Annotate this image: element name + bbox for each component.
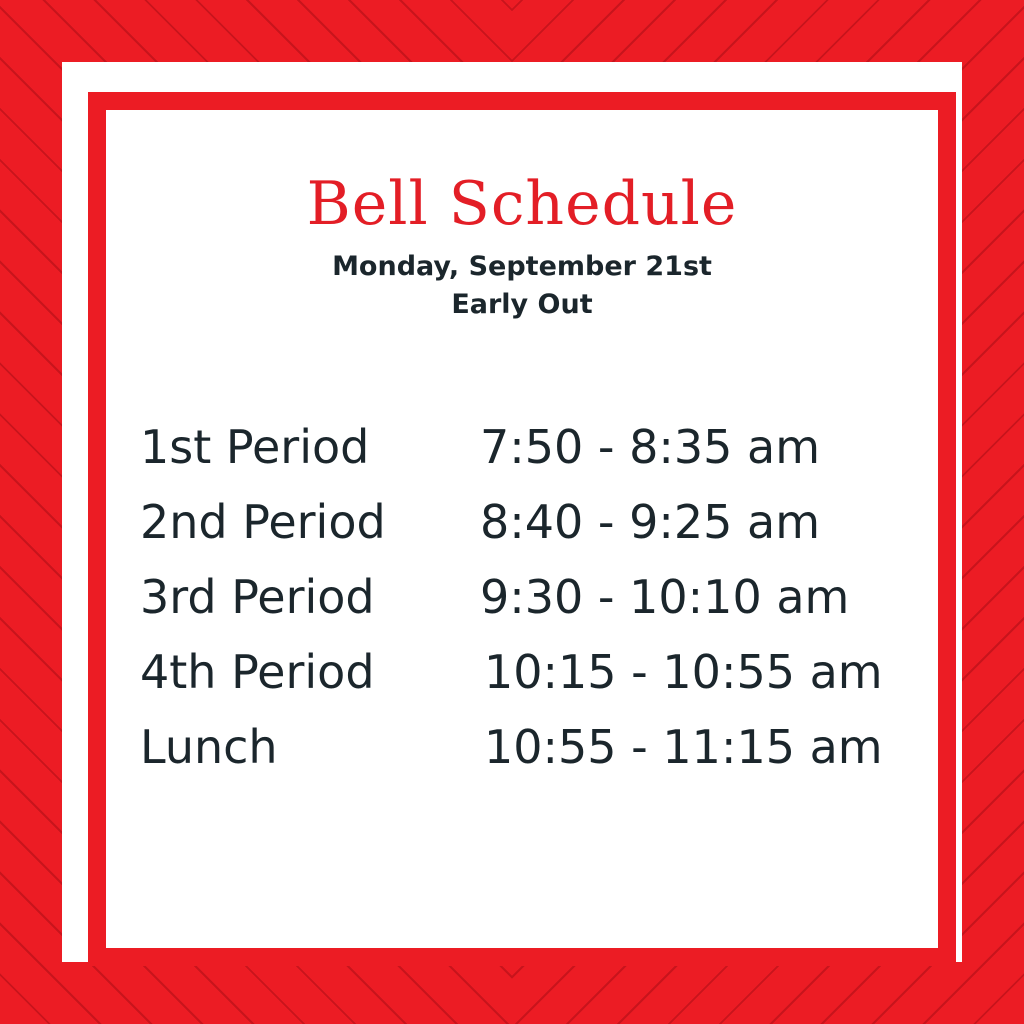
schedule-row	[140, 410, 930, 485]
schedule-date: Monday, September 21st	[332, 251, 712, 282]
period-time: 10:15 - 10:55 am	[484, 645, 883, 699]
period-time: 7:50 - 8:35 am	[480, 420, 821, 474]
period-label: 1st Period	[140, 420, 370, 474]
page-title: Bell Schedule	[306, 169, 738, 239]
schedule-list	[140, 410, 930, 785]
schedule-row	[140, 710, 930, 785]
period-time: 9:30 - 10:10 am	[480, 570, 850, 624]
schedule-card	[88, 92, 956, 966]
period-time: 8:40 - 9:25 am	[480, 495, 821, 549]
period-label: 2nd Period	[140, 495, 386, 549]
period-time: 10:55 - 11:15 am	[484, 720, 883, 774]
schedule-row	[140, 635, 930, 710]
period-label: 3rd Period	[140, 570, 375, 624]
white-frame	[62, 62, 962, 962]
schedule-row	[140, 560, 930, 635]
schedule-note: Early Out	[451, 289, 593, 320]
schedule-row	[140, 485, 930, 560]
period-label: Lunch	[140, 720, 278, 774]
period-label: 4th Period	[140, 645, 375, 699]
